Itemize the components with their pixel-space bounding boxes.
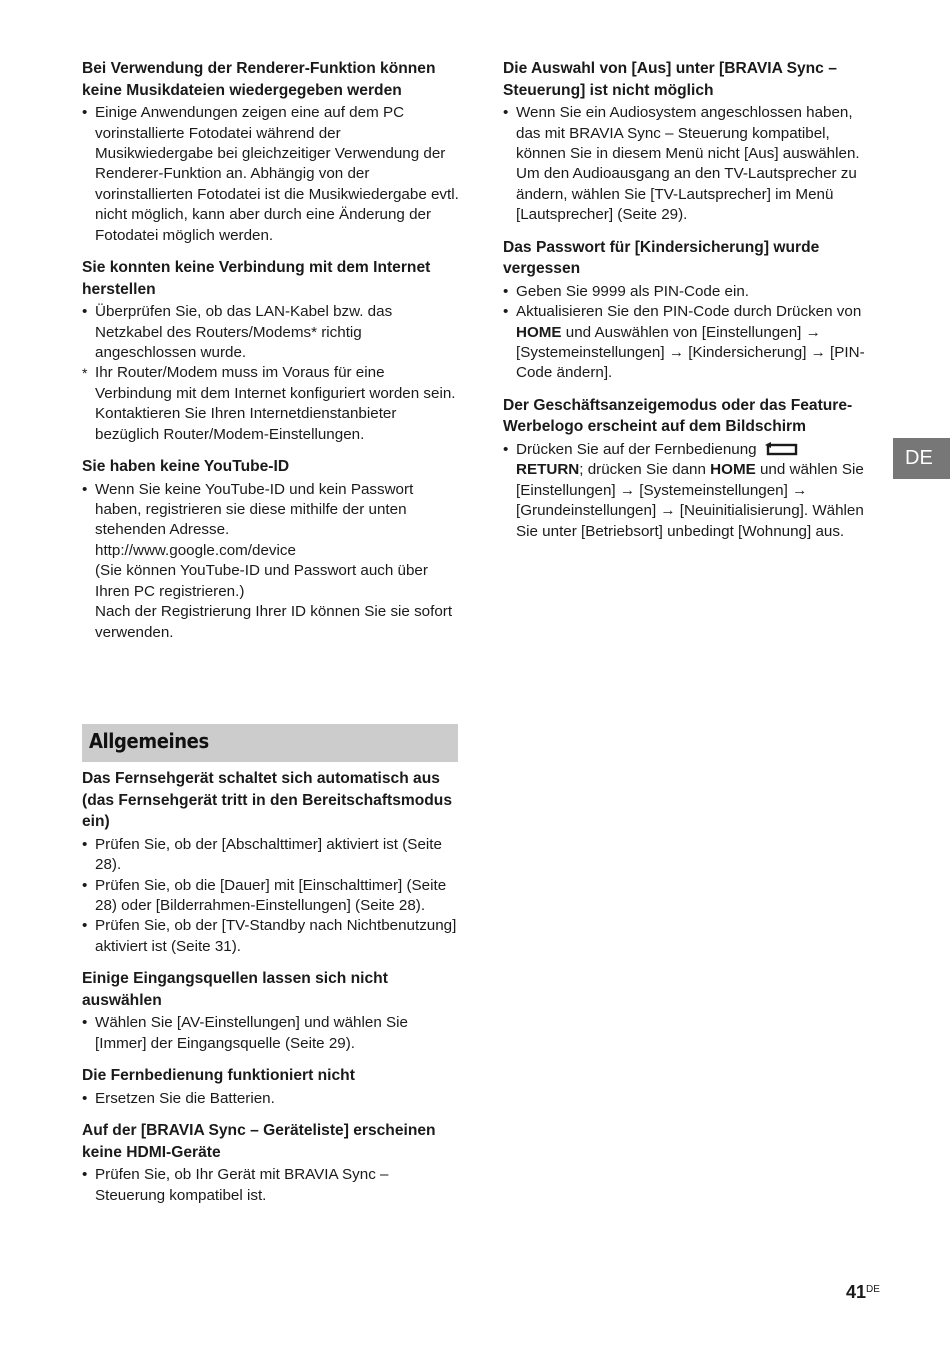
section-heading: Das Fernsehgerät schaltet sich automatisch aus (das Fernsehgerät tritt in den Bereitschaftsmodus ein) bbox=[82, 770, 452, 831]
item-text-c: [Systemeinstellungen] bbox=[516, 344, 669, 362]
item-text-a: Drücken Sie auf der Fernbedienung bbox=[516, 441, 761, 459]
item-list bbox=[82, 1165, 460, 1206]
bullet: • bbox=[82, 835, 88, 853]
item-text: Einige Anwendungen zeigen eine auf dem PC vorinstallierte Fotodatei während der Musikwiedergabe bei gleichzeitiger Verwendung der Renderer-Funktion an. Abhängig von der vorinstallierten Fotodatei ist die Musikwiedergabe evtl. nicht möglich, kann aber durch eine Änderung der Fotodatei möglich werden. bbox=[95, 104, 459, 244]
page-number bbox=[846, 1282, 880, 1303]
bullet: • bbox=[82, 303, 88, 321]
item-text: Prüfen Sie, ob der [Abschalttimer] aktiviert ist (Seite 28). bbox=[95, 835, 442, 874]
general-column bbox=[82, 768, 460, 1217]
list-item bbox=[82, 835, 460, 876]
arrow-icon: → bbox=[668, 344, 684, 362]
section-heading: Die Fernbedienung funktioniert nicht bbox=[82, 1067, 355, 1085]
list-item bbox=[82, 876, 460, 917]
item-text-e: [Grundeinstellungen] bbox=[516, 502, 661, 520]
item-list bbox=[82, 1013, 460, 1054]
section-heading: Sie haben keine YouTube-ID bbox=[82, 458, 290, 476]
bullet: • bbox=[82, 917, 88, 935]
section-heading: Bei Verwendung der Renderer-Funktion können keine Musikdateien wiedergegeben werden bbox=[82, 60, 436, 99]
item-list bbox=[82, 1089, 460, 1109]
section-heading: Die Auswahl von [Aus] unter [BRAVIA Sync – Steuerung] ist nicht möglich bbox=[503, 60, 837, 99]
item-text: Wenn Sie keine YouTube-ID und kein Passwort haben, registrieren sie diese mithilfe der unten stehenden Adresse. bbox=[95, 480, 414, 539]
bullet: • bbox=[82, 480, 88, 498]
section-heading: Einige Eingangsquellen lassen sich nicht auswählen bbox=[82, 970, 388, 1009]
item-list bbox=[503, 282, 881, 384]
bullet: • bbox=[82, 1166, 88, 1184]
footnote-mark: * bbox=[82, 365, 88, 382]
list-item bbox=[82, 302, 460, 363]
item-list bbox=[82, 480, 460, 643]
item-text: Ersetzen Sie die Batterien. bbox=[95, 1089, 275, 1107]
section-auto-off bbox=[82, 768, 460, 957]
bullet: • bbox=[503, 282, 509, 300]
section-heading: Der Geschäftsanzeigemodus oder das Feature-Werbelogo erscheint auf dem Bildschirm bbox=[503, 396, 853, 436]
item-list bbox=[82, 835, 460, 957]
section-bravia-off bbox=[503, 58, 881, 226]
section-remote bbox=[82, 1065, 460, 1109]
bullet: • bbox=[82, 876, 88, 894]
item-text: Prüfen Sie, ob Ihr Gerät mit BRAVIA Sync – Steuerung kompatibel ist. bbox=[95, 1166, 389, 1204]
bullet: • bbox=[82, 104, 88, 122]
list-item bbox=[503, 103, 881, 225]
list-item bbox=[503, 302, 881, 384]
section-heading: Sie konnten keine Verbindung mit dem Internet herstellen bbox=[82, 259, 431, 298]
list-item-footnote bbox=[82, 363, 460, 445]
list-item bbox=[82, 1165, 460, 1206]
return-icon bbox=[765, 442, 799, 456]
list-item bbox=[503, 282, 881, 302]
left-column bbox=[82, 58, 460, 654]
right-column bbox=[503, 58, 881, 553]
arrow-icon: → bbox=[619, 481, 636, 499]
item-text-a: Aktualisieren Sie den PIN-Code durch Drücken von bbox=[516, 303, 862, 321]
section-parental-password bbox=[503, 237, 881, 384]
item-text-e: [PIN-Code ändern]. bbox=[516, 344, 865, 382]
section-input-sources bbox=[82, 968, 460, 1054]
section-internet bbox=[82, 257, 460, 445]
section-renderer bbox=[82, 58, 460, 246]
item-list bbox=[503, 440, 881, 542]
arrow-icon: → bbox=[792, 481, 808, 499]
bullet: • bbox=[82, 1089, 88, 1107]
page-number-suffix: DE bbox=[866, 1284, 880, 1295]
item-text: Ihr Router/Modem muss im Voraus für eine Verbindung mit dem Internet konfiguriert worden sein. Kontaktieren Sie Ihren Internetdienstanbieter bezüglich Router/Modem-Einstellungen. bbox=[95, 364, 456, 443]
bullet: • bbox=[82, 1014, 88, 1032]
item-list bbox=[82, 103, 460, 246]
item-text-c: und wählen Sie [Einstellungen] bbox=[516, 461, 864, 499]
arrow-icon: → bbox=[660, 502, 676, 520]
list-item bbox=[82, 480, 460, 643]
item-text-d: [Systemeinstellungen] bbox=[635, 481, 793, 499]
section-bar-title: Allgemeines bbox=[89, 729, 209, 753]
return-key-label: RETURN bbox=[516, 461, 580, 479]
bullet: • bbox=[503, 104, 509, 122]
item-text: Wenn Sie ein Audiosystem angeschlossen haben, das mit BRAVIA Sync – Steuerung kompatibel, können Sie in diesem Menü nicht [Aus] auswählen. Um den Audioausgang an den TV-Lautsprecher zu ändern, wählen Sie [TV-Lautsprecher] im Menü [Lautsprecher] (Seite 29). bbox=[516, 104, 860, 224]
home-key-label: HOME bbox=[710, 461, 756, 479]
list-item bbox=[82, 103, 460, 246]
list-item bbox=[82, 1089, 460, 1109]
item-text: Prüfen Sie, ob die [Dauer] mit [Einschalttimer] (Seite 28) oder [Bilderrahmen-Einstellungen] (Seite 28). bbox=[95, 876, 447, 914]
item-text: Geben Sie 9999 als PIN-Code ein. bbox=[516, 282, 750, 300]
item-text-b: ; drücken Sie dann bbox=[579, 461, 711, 479]
device-url: http://www.google.com/device bbox=[95, 541, 296, 559]
item-text-b: und Auswählen von [Einstellungen] bbox=[561, 323, 806, 341]
section-bravia-list bbox=[82, 1120, 460, 1206]
section-shop-mode bbox=[503, 395, 881, 542]
item-after: Nach der Registrierung Ihrer ID können Sie sie sofort verwenden. bbox=[95, 603, 453, 641]
language-tab: DE bbox=[893, 438, 950, 479]
page-number-value: 41 bbox=[846, 1282, 867, 1302]
section-heading: Das Passwort für [Kindersicherung] wurde vergessen bbox=[503, 238, 820, 278]
item-note: (Sie können YouTube-ID und Passwort auch über Ihren PC registrieren.) bbox=[95, 562, 428, 600]
item-text-d: [Kindersicherung] bbox=[684, 344, 811, 362]
list-item bbox=[503, 440, 881, 542]
arrow-icon: → bbox=[810, 344, 826, 362]
home-key-label: HOME bbox=[516, 323, 562, 341]
item-list bbox=[82, 302, 460, 445]
bullet: • bbox=[503, 303, 509, 321]
arrow-icon: → bbox=[805, 323, 821, 341]
section-bar-allgemeines bbox=[82, 724, 458, 762]
list-item bbox=[82, 1013, 460, 1054]
section-youtube bbox=[82, 456, 460, 643]
item-text: Überprüfen Sie, ob das LAN-Kabel bzw. das Netzkabel des Routers/Modems* richtig angeschlossen wurde. bbox=[95, 303, 393, 362]
list-item bbox=[82, 916, 460, 957]
bullet: • bbox=[503, 441, 509, 459]
item-text: Prüfen Sie, ob der [TV-Standby nach Nichtbenutzung] aktiviert ist (Seite 31). bbox=[95, 917, 457, 955]
section-heading: Auf der [BRAVIA Sync – Geräteliste] erscheinen keine HDMI-Geräte bbox=[82, 1122, 436, 1161]
item-text: Wählen Sie [AV-Einstellungen] und wählen Sie [Immer] der Eingangsquelle (Seite 29). bbox=[95, 1014, 408, 1052]
item-text-f: [Neuinitialisierung]. Wählen Sie unter [Betriebsort] unbedingt [Wohnung] aus. bbox=[516, 502, 864, 540]
item-list bbox=[503, 103, 881, 225]
